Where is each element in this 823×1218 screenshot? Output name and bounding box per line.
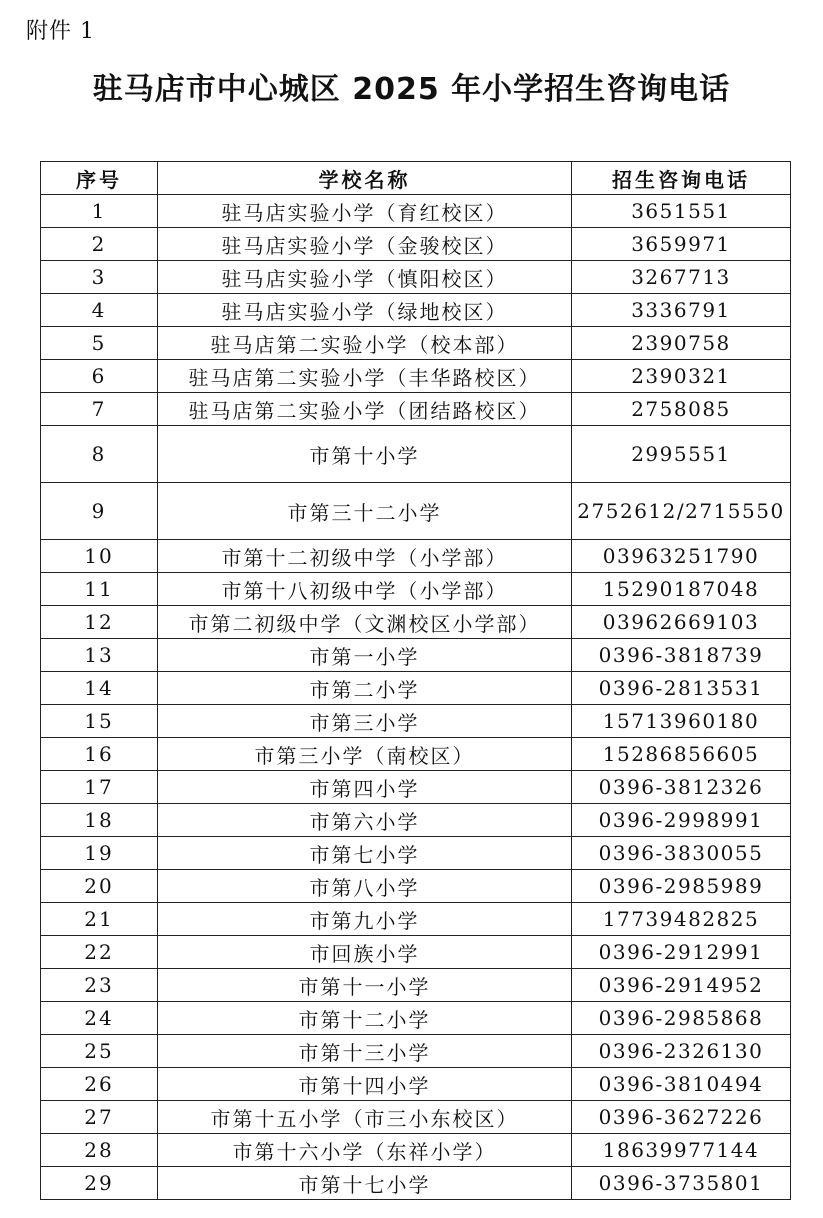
cell-school: 市第十四小学 <box>158 1068 572 1101</box>
cell-no: 28 <box>41 1134 158 1167</box>
attachment-label: 附件 1 <box>26 19 95 44</box>
table-row <box>41 936 791 969</box>
table-row <box>41 804 791 837</box>
cell-no: 26 <box>41 1068 158 1101</box>
header-no: 序号 <box>41 162 158 195</box>
cell-phone: 15713960180 <box>572 705 791 738</box>
cell-school: 市第三小学 <box>158 705 572 738</box>
cell-no: 6 <box>41 360 158 393</box>
cell-phone: 3336791 <box>572 294 791 327</box>
cell-school: 驻马店实验小学（慎阳校区） <box>158 261 572 294</box>
cell-no: 23 <box>41 969 158 1002</box>
cell-school: 驻马店实验小学（绿地校区） <box>158 294 572 327</box>
cell-school: 市第二小学 <box>158 672 572 705</box>
cell-no: 8 <box>41 426 158 483</box>
cell-no: 16 <box>41 738 158 771</box>
table-row <box>41 903 791 936</box>
table-row <box>41 606 791 639</box>
table-row <box>41 639 791 672</box>
cell-school: 市第四小学 <box>158 771 572 804</box>
cell-phone: 2390758 <box>572 327 791 360</box>
cell-school: 市第十二初级中学（小学部） <box>158 540 572 573</box>
cell-school: 市第十小学 <box>158 426 572 483</box>
cell-phone: 0396-3810494 <box>572 1068 791 1101</box>
enrollment-phone-table <box>40 161 791 1200</box>
cell-phone: 0396-2813531 <box>572 672 791 705</box>
cell-phone: 03962669103 <box>572 606 791 639</box>
cell-phone: 0396-3627226 <box>572 1101 791 1134</box>
cell-phone: 0396-3735801 <box>572 1167 791 1200</box>
cell-phone: 0396-2985989 <box>572 870 791 903</box>
cell-phone: 18639977144 <box>572 1134 791 1167</box>
cell-no: 14 <box>41 672 158 705</box>
cell-phone: 2752612/2715550 <box>572 483 791 540</box>
table-row <box>41 327 791 360</box>
cell-school: 市第十二小学 <box>158 1002 572 1035</box>
cell-school: 市第十三小学 <box>158 1035 572 1068</box>
cell-school: 市第八小学 <box>158 870 572 903</box>
cell-phone: 0396-2985868 <box>572 1002 791 1035</box>
cell-school: 市第十八初级中学（小学部） <box>158 573 572 606</box>
cell-no: 11 <box>41 573 158 606</box>
table-row <box>41 540 791 573</box>
table-row <box>41 294 791 327</box>
header-phone: 招生咨询电话 <box>572 162 791 195</box>
cell-school: 驻马店实验小学（金骏校区） <box>158 228 572 261</box>
cell-school: 市回族小学 <box>158 936 572 969</box>
cell-phone: 15290187048 <box>572 573 791 606</box>
cell-no: 19 <box>41 837 158 870</box>
cell-no: 15 <box>41 705 158 738</box>
document-title: 驻马店市中心城区 2025 年小学招生咨询电话 <box>92 72 731 107</box>
cell-phone: 3267713 <box>572 261 791 294</box>
cell-school: 市第十五小学（市三小东校区） <box>158 1101 572 1134</box>
cell-phone: 03963251790 <box>572 540 791 573</box>
table-row <box>41 360 791 393</box>
cell-no: 5 <box>41 327 158 360</box>
table-row <box>41 1002 791 1035</box>
cell-no: 13 <box>41 639 158 672</box>
cell-phone: 2390321 <box>572 360 791 393</box>
cell-no: 29 <box>41 1167 158 1200</box>
cell-school: 市第三小学（南校区） <box>158 738 572 771</box>
table-row <box>41 1035 791 1068</box>
table-row <box>41 195 791 228</box>
cell-school: 市第十六小学（东祥小学） <box>158 1134 572 1167</box>
cell-phone: 0396-2914952 <box>572 969 791 1002</box>
cell-no: 3 <box>41 261 158 294</box>
table-row <box>41 1101 791 1134</box>
cell-phone: 0396-2326130 <box>572 1035 791 1068</box>
table-row <box>41 228 791 261</box>
table-row <box>41 1068 791 1101</box>
cell-no: 17 <box>41 771 158 804</box>
table-row <box>41 969 791 1002</box>
cell-school: 市第十七小学 <box>158 1167 572 1200</box>
table-row <box>41 1134 791 1167</box>
table-row <box>41 393 791 426</box>
cell-phone: 15286856605 <box>572 738 791 771</box>
cell-school: 市第三十二小学 <box>158 483 572 540</box>
table-row <box>41 870 791 903</box>
cell-phone: 17739482825 <box>572 903 791 936</box>
table-row <box>41 837 791 870</box>
cell-school: 驻马店第二实验小学（丰华路校区） <box>158 360 572 393</box>
cell-no: 22 <box>41 936 158 969</box>
cell-phone: 0396-3818739 <box>572 639 791 672</box>
cell-school: 市第六小学 <box>158 804 572 837</box>
cell-no: 25 <box>41 1035 158 1068</box>
header-school: 学校名称 <box>158 162 572 195</box>
cell-phone: 3659971 <box>572 228 791 261</box>
table-header-row <box>41 162 791 195</box>
cell-phone: 0396-3830055 <box>572 837 791 870</box>
cell-no: 21 <box>41 903 158 936</box>
cell-school: 市第一小学 <box>158 639 572 672</box>
table-row <box>41 573 791 606</box>
table-row <box>41 771 791 804</box>
table-row <box>41 705 791 738</box>
cell-phone: 2758085 <box>572 393 791 426</box>
cell-school: 市第十一小学 <box>158 969 572 1002</box>
table-row <box>41 672 791 705</box>
cell-phone: 0396-2912991 <box>572 936 791 969</box>
cell-no: 1 <box>41 195 158 228</box>
cell-phone: 3651551 <box>572 195 791 228</box>
cell-no: 7 <box>41 393 158 426</box>
cell-phone: 0396-3812326 <box>572 771 791 804</box>
cell-school: 驻马店第二实验小学（团结路校区） <box>158 393 572 426</box>
cell-no: 24 <box>41 1002 158 1035</box>
cell-no: 10 <box>41 540 158 573</box>
table-row <box>41 261 791 294</box>
cell-no: 4 <box>41 294 158 327</box>
cell-no: 9 <box>41 483 158 540</box>
cell-no: 27 <box>41 1101 158 1134</box>
cell-no: 18 <box>41 804 158 837</box>
table-row <box>41 426 791 483</box>
cell-no: 12 <box>41 606 158 639</box>
cell-no: 2 <box>41 228 158 261</box>
table-row <box>41 738 791 771</box>
cell-school: 驻马店第二实验小学（校本部） <box>158 327 572 360</box>
cell-no: 20 <box>41 870 158 903</box>
cell-school: 市第九小学 <box>158 903 572 936</box>
cell-phone: 0396-2998991 <box>572 804 791 837</box>
cell-phone: 2995551 <box>572 426 791 483</box>
cell-school: 市第二初级中学（文渊校区小学部） <box>158 606 572 639</box>
table-row <box>41 483 791 540</box>
cell-school: 市第七小学 <box>158 837 572 870</box>
table-row <box>41 1167 791 1200</box>
cell-school: 驻马店实验小学（育红校区） <box>158 195 572 228</box>
